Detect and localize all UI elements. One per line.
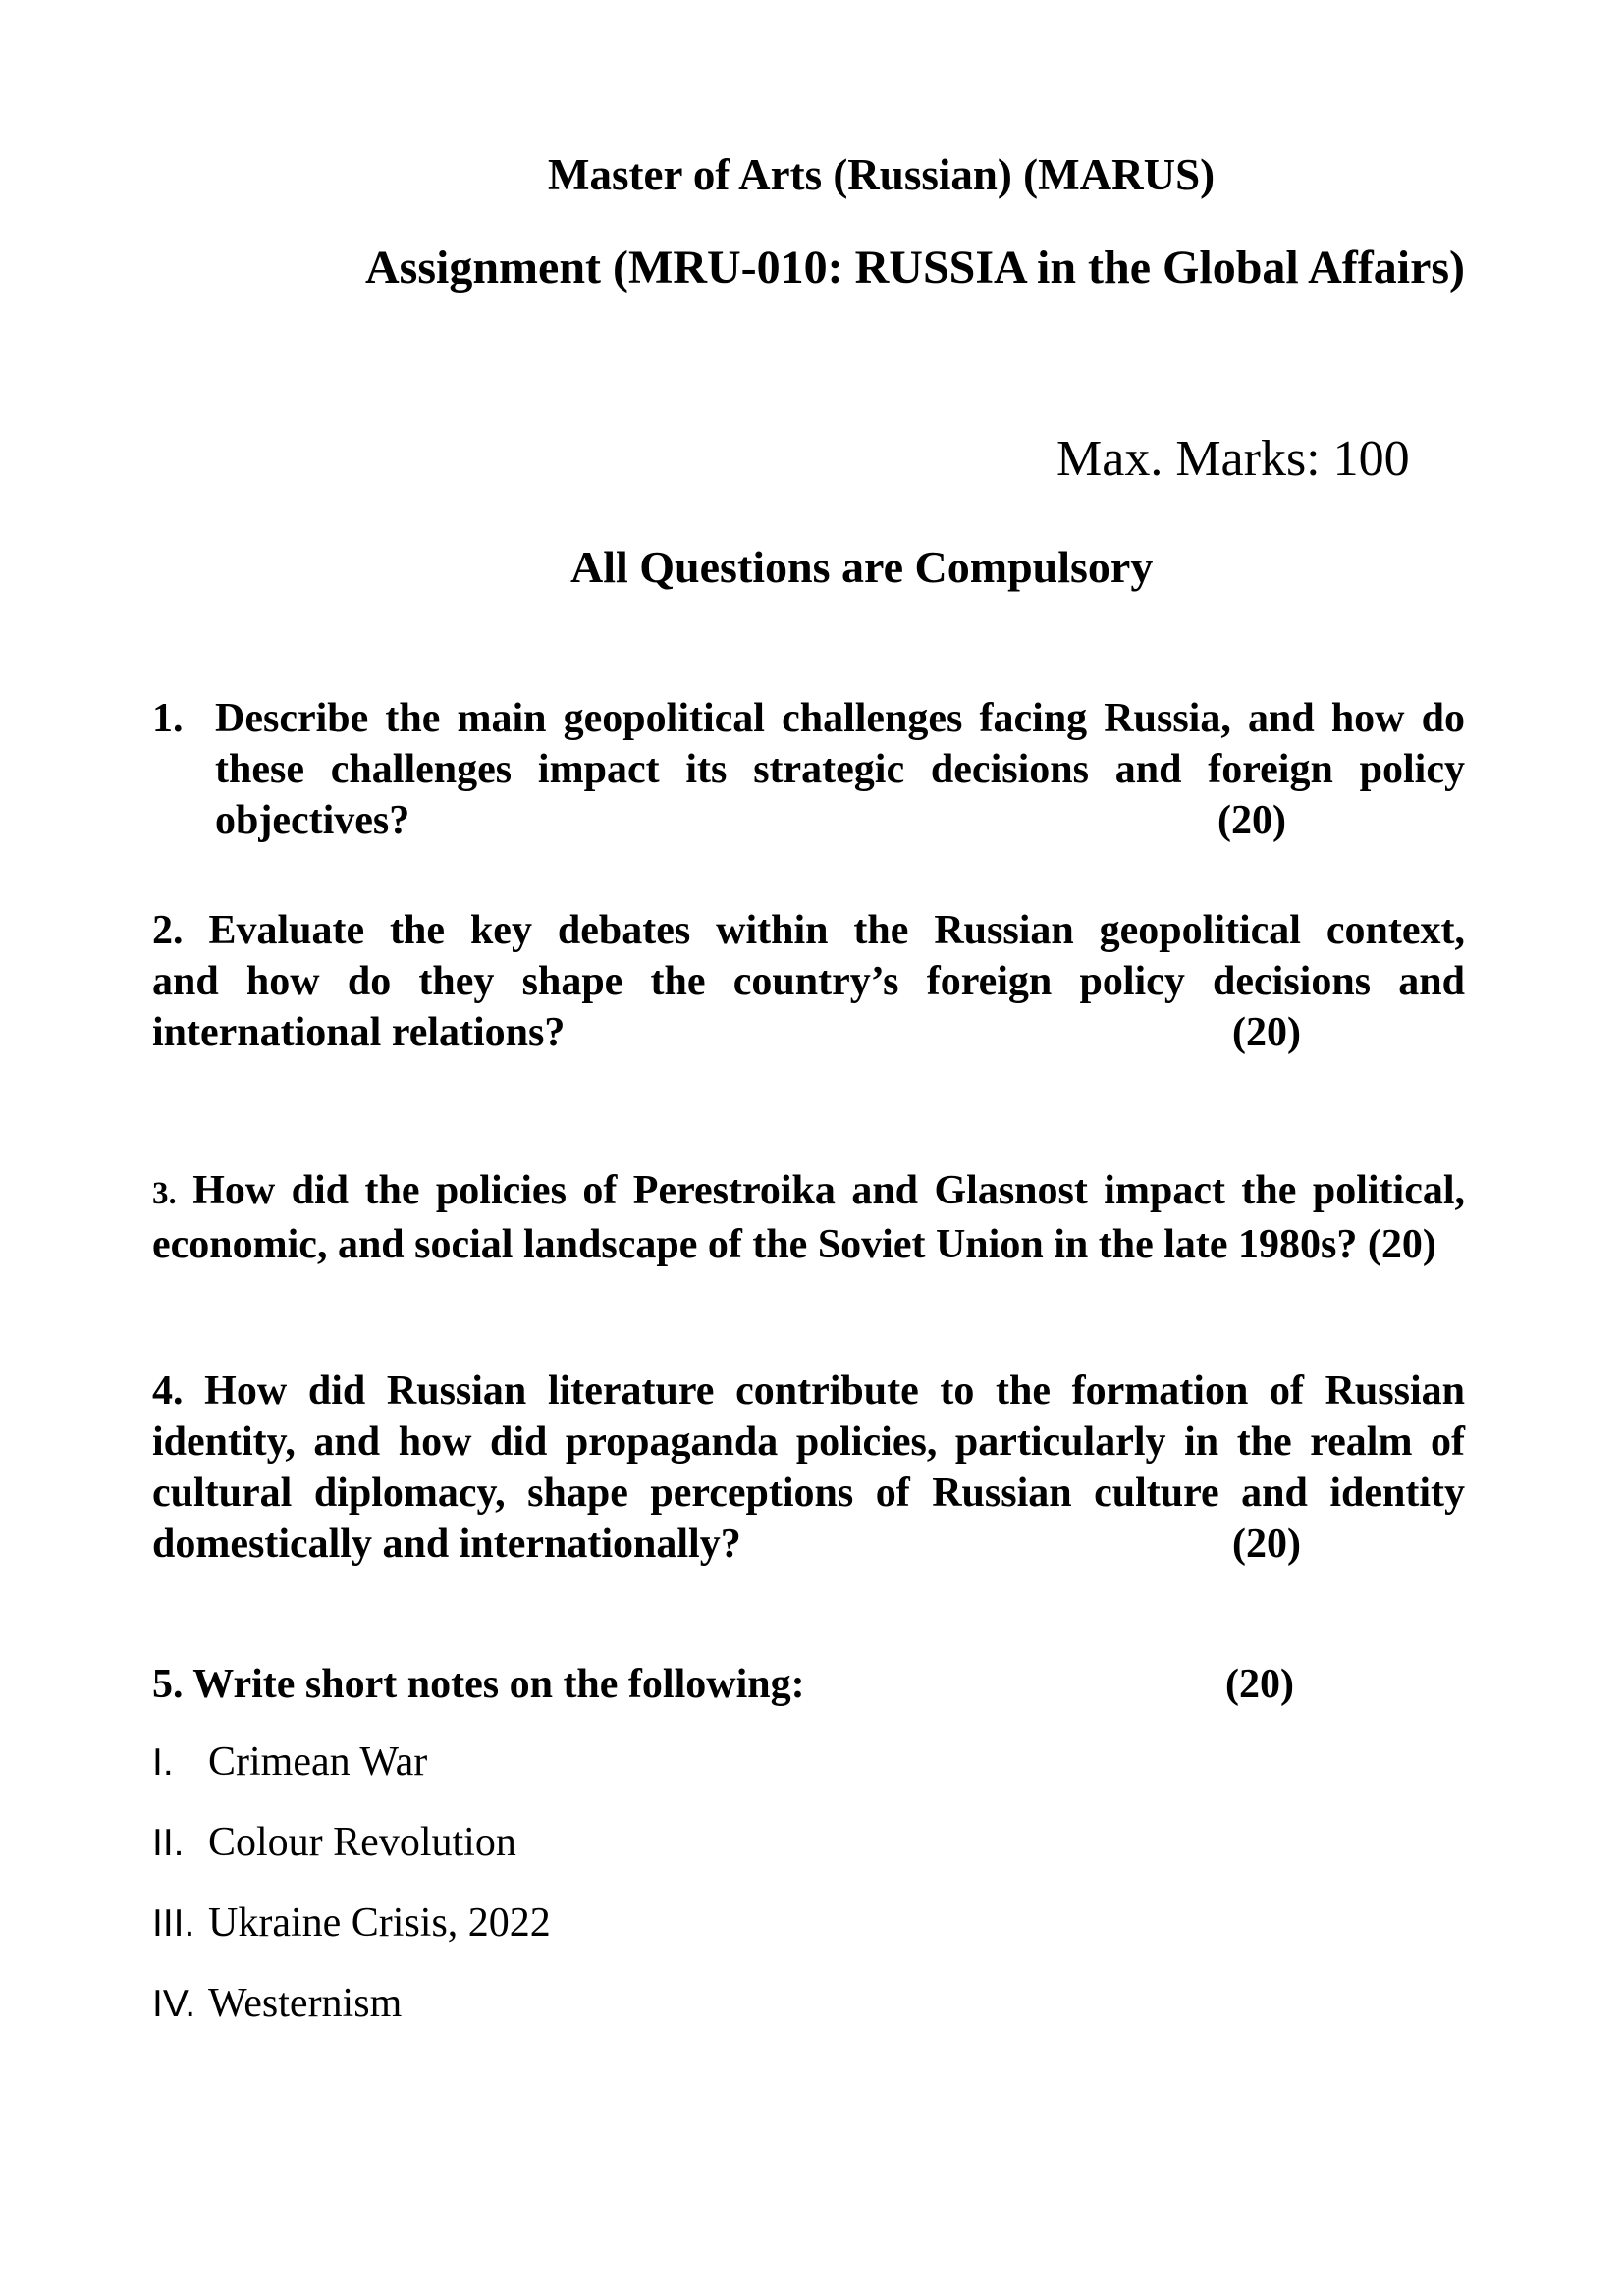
question-5-number: 5. <box>152 1662 184 1707</box>
question-4-line: cultural diplomacy, shape perceptions of Russian culture and identity <box>152 1470 1465 1516</box>
question-4-line <box>152 1365 1465 1416</box>
question-2-marks: (20) <box>1232 1010 1301 1055</box>
question-3-line <box>152 1165 1465 1219</box>
short-note-item-4-numeral: IV. <box>152 1983 196 2025</box>
question-3-number: 3. <box>152 1176 177 1211</box>
question-5 <box>152 1659 1465 1710</box>
question-4-number: 4. <box>152 1368 184 1414</box>
question-3-lastline-text: economic, and social landscape of the Soviet Union in the late 1980s? <box>152 1222 1358 1267</box>
short-note-item-3 <box>152 1897 1465 1949</box>
short-note-item-4 <box>152 1978 1465 2030</box>
question-1-line: Describe the main geopolitical challenges facing Russia, and how do <box>215 696 1465 741</box>
question-4-line: identity, and how did propaganda policies, particularly in the realm of <box>152 1419 1465 1465</box>
question-1 <box>152 693 1465 846</box>
short-note-item-2 <box>152 1817 1465 1869</box>
question-3-line <box>152 1219 1465 1270</box>
question-3-line-text: How did the policies of Perestroika and Glasnost impact the political, <box>192 1168 1465 1213</box>
question-4-line-text: How did Russian literature contribute to the formation of Russian <box>204 1368 1466 1414</box>
question-2-line <box>152 905 1465 956</box>
question-4-lastline-text: domestically and internationally? <box>152 1522 741 1567</box>
short-note-item-2-text: Colour Revolution <box>208 1820 516 1865</box>
max-marks <box>1056 431 1410 487</box>
question-3-marks: (20) <box>1367 1222 1436 1267</box>
doc-subtitle: Assignment (MRU-010: RUSSIA in the Global Affairs) <box>365 241 1466 294</box>
question-2-lastline-text: international relations? <box>152 1010 566 1055</box>
question-1-line <box>215 795 1465 846</box>
short-note-item-1 <box>152 1736 1465 1789</box>
short-note-item-4-text: Westernism <box>208 1981 403 2026</box>
question-1-line: these challenges impact its strategic decisions and foreign policy <box>215 747 1465 792</box>
doc-title: Master of Arts (Russian) (MARUS) <box>548 150 1216 199</box>
question-1-number: 1. <box>152 696 184 741</box>
question-2-line-text: Evaluate the key debates within the Russian geopolitical context, <box>208 908 1466 953</box>
question-2-line: and how do they shape the country’s foreign policy decisions and <box>152 959 1465 1004</box>
short-note-item-2-numeral: II. <box>152 1822 185 1864</box>
question-3 <box>152 1165 1465 1270</box>
question-1-lastline-text: objectives? <box>215 798 410 843</box>
question-2-number: 2. <box>152 908 184 953</box>
question-4-marks: (20) <box>1232 1522 1301 1567</box>
question-5-line-text: Write short notes on the following: <box>192 1662 805 1707</box>
short-note-item-3-numeral: III. <box>152 1902 195 1945</box>
max-marks-value: 100 <box>1332 431 1410 487</box>
short-note-item-1-text: Crimean War <box>208 1739 428 1785</box>
question-4 <box>152 1365 1465 1570</box>
question-2-line <box>152 1007 1465 1058</box>
short-note-item-1-numeral: I. <box>152 1741 174 1784</box>
question-5-marks: (20) <box>1225 1662 1294 1707</box>
question-2 <box>152 905 1465 1058</box>
short-note-item-3-text: Ukraine Crisis, 2022 <box>208 1900 551 1946</box>
instruction-line: All Questions are Compulsory <box>570 542 1154 592</box>
max-marks-label: Max. Marks: <box>1056 431 1321 487</box>
question-1-marks: (20) <box>1217 798 1286 843</box>
question-4-line <box>152 1519 1465 1570</box>
question-5-line <box>152 1659 1465 1710</box>
